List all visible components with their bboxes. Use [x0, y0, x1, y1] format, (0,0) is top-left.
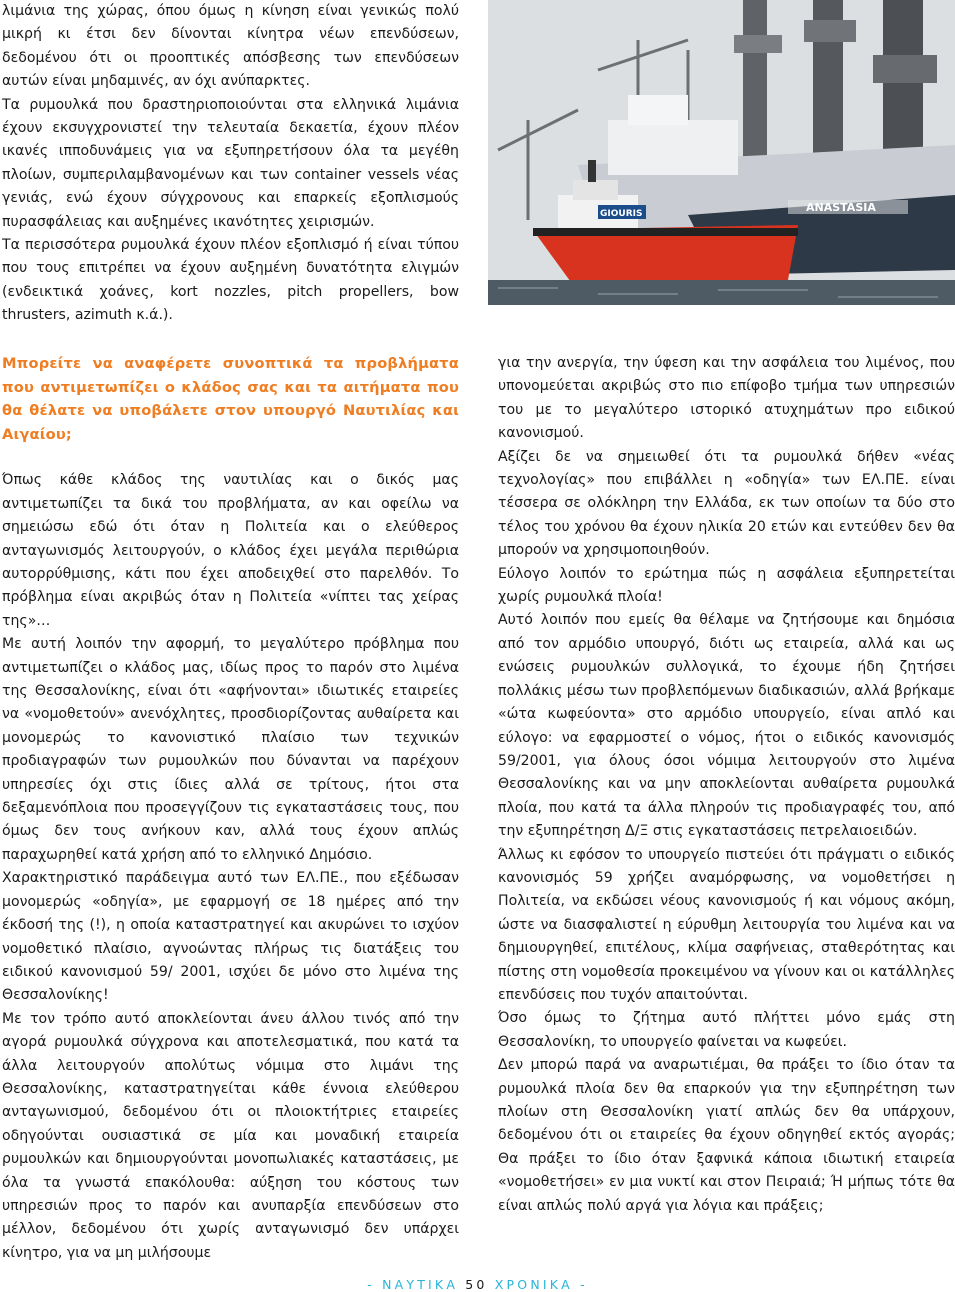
article-intro	[2, 0, 459, 328]
page-number: 50	[465, 1277, 488, 1292]
paragraph: Όσο όμως το ζήτημα αυτό πλήττει μόνο εμάς στη Θεσσαλονίκη, το υπουργείο φαίνεται να κωφεύει.	[498, 1010, 955, 1050]
interview-question: Μπορείτε να αναφέρετε συνοπτικά τα προβλήματα που αντιμετωπίζει ο κλάδος σας και τα αιτήματα που θα θέλατε να υποβάλετε στον υπουργό Ναυτιλίας και Αιγαίου;	[2, 355, 459, 443]
paragraph: Εύλογο λοιπόν το ερώτημα πώς η ασφάλεια εξυπηρετείται χωρίς ρυμουλκά πλοία!	[498, 565, 955, 606]
harbor-photo	[488, 0, 955, 305]
article-left-column	[2, 352, 459, 1265]
paragraph: Τα περισσότερα ρυμουλκά έχουν πλέον εξοπλισμό ή είναι τύπου που τους επιτρέπει να έχουν αυξημένη δυνατότητα ελιγμών (ενδεικτικά χοάνες, kort nozzles, pitch propellers, bow thrusters, azimuth κ.ά.).	[2, 237, 459, 324]
paragraph: Με τον τρόπο αυτό αποκλείονται άνευ άλλου τινός από την αγορά ρυμουλκά σύγχρονα και αποτελεσματικά, που κατά τα άλλα λειτουργούν απολύτως νόμιμα στο λιμάνι της Θεσσαλονίκης, καταστρατηγείται κάθε έννοια ελεύθερου ανταγωνισμού, δεδομένου ότι οι πλοιοκτήτριες εταιρείες οδηγούνται ουσιαστικά σε μία και μοναδική εταιρεία ρυμουλκών και δημιουργούνται μονοπωλιακές καταστάσεις, με όλα τα γνωστά επακόλουθα: αύξηση του κόστους των υπηρεσιών προς το παρόν και ανυπαρξία επενδύσεων στο μέλλον, δεδομένου ότι χωρίς ανταγωνισμό δεν υπάρχει κίνητρο, για να μη μιλήσουμε	[2, 1010, 459, 1261]
paragraph: Χαρακτηριστικό παράδειγμα αυτό των ΕΛ.ΠΕ., που εξέδωσαν μονομερώς «οδηγία», με εφαρμογή σε 18 ημέρες από την έκδοσή της (!), η οποία καταστρατηγεί και ακυρώνει το ισχύον νομοθετικό πλαίσιο, αγνοώντας πλήρως τις διατάξεις του ειδικού κανονισμού 59/ 2001, ισχύει δε μόνο στο λιμένα της Θεσσαλονίκης!	[2, 870, 459, 1004]
paragraph: Αυτό λοιπόν που εμείς θα θέλαμε να ζητήσουμε και δημόσια από τον αρμόδιο υπουργό, διότι ως εταιρεία, αλλά και ως ενώσεις ρυμουλκών συλλογικά, το έχουμε ήδη ζητήσει πολλάκις μέσω των προβλεπόμενων διαδικασιών, αλλά βρήκαμε «ώτα κωφεύοντα» στο αρμόδιο υπουργείο, είναι απλό και εύλογο: να εφαρμοστεί ο νόμος, ήτοι ο ειδικός κανονισμός 59/2001, για όλους όσοι νόμιμα λειτουργούν στο λιμένα Θεσσαλονίκης και να μην αποκλείονται αυθαίρετα ρυμουλκά πλοία, που κατά τα άλλα πληρούν τις προδιαγραφές του, από την εξυπηρέτηση Δ/Ξ στις εγκαταστάσεις πετρελαιοειδών.	[498, 612, 955, 840]
paragraph: Όπως κάθε κλάδος της ναυτιλίας και ο δικός μας αντιμετωπίζει τα δικά του προβλήματα, αν και οφείλω να σημειώσω εδώ ότι όταν η Πολιτεία και ο ελεύθερος ανταγωνισμός λειτουργούν, ο κλάδος έχει μεγάλα περιθώρια αυτορρύθμισης, κάτι που έχει αποδειχθεί στο παρελθόν. Το πρόβλημα είναι ακριβώς όταν η Πολιτεία «νίπτει τας χείρας της»…	[2, 472, 459, 629]
tug-name: GIOURIS	[600, 209, 643, 219]
footer-right: ΧΡΟΝΙΚΑ -	[494, 1277, 588, 1292]
paragraph: Τα ρυμουλκά που δραστηριοποιούνται στα ελληνικά λιμάνια έχουν εκσυγχρονιστεί την τελευταία δεκαετία, έχουν πλέον ικανές ιπποδυνάμεις για να εξυπηρετήσουν όλα τα μεγέθη πλοίων, συμπεριλαμβανομένων και των container vessels νέας γενιάς, ενώ έχουν σύγχρονους και επαρκείς εξοπλισμούς πυρασφάλειας και αυξημένες ικανότητες χειρισμών.	[2, 96, 459, 230]
paragraph: Δεν μπορώ παρά να αναρωτιέμαι, θα πράξει το ίδιο όταν τα ρυμουλκά πλοία δεν θα επαρκούν για την εξυπηρέτηση των πλοίων στη Θεσσαλονίκη γιατί απλώς δεν θα υπάρχουν, δεδομένου ότι οι εταιρείες θα έχουν οδηγηθεί εκτός αγοράς; Θα πράξει το ίδιο όταν ξαφνικά κάποια ιδιωτική εταιρεία «νομοθετήσει» εν μια νυκτί και στον Πειραιά; Ή μήπως τότε θα είναι απλώς πολύ αργά για λόγια και πράξεις;	[498, 1057, 955, 1214]
paragraph: Με αυτή λοιπόν την αφορμή, το μεγαλύτερο πρόβλημα που αντιμετωπίζει ο κλάδος μας, ιδίως προς το παρόν στο λιμένα της Θεσσαλονίκης, είναι ότι «αφήνονται» ιδιωτικές εταιρείες να «νομοθετούν» ανενόχλητες, προσδιορίζοντας αυθαίρετα και μονομερώς το κανονιστικό πλαίσιο των τεχνικών προδιαγραφών των ρυμουλκών που δύνανται να παρέχουν υπηρεσίες όχι στις ίδιες αλλά σε τρίτους, ήτοι στα δεξαμενόπλοια που προσεγγίζουν τις εγκαταστάσεις τους, που όμως δεν τους ανήκουν καν, αλλά τους έχουν απλώς παραχωρηθεί κατά χρήση από το ελληνικό Δημόσιο.	[2, 636, 459, 863]
article-right-column	[498, 352, 955, 1218]
ship-name: ANASTASIA	[806, 201, 876, 214]
paragraph: για την ανεργία, την ύφεση και την ασφάλεια του λιμένος, που υπονομεύεται ακριβώς στο πιο επίφοβο τμήμα των υπηρεσιών του με το μεγαλύτερο ιστορικό ατυχημάτων προ ειδικού κανονισμού.	[498, 355, 955, 442]
paragraph: λιμάνια της χώρας, όπου όμως η κίνηση είναι γενικώς πολύ μικρή κι έτσι δεν δίνονται κίνητρα νέων επενδύσεων, δεδομένου ότι οι προοπτικές απόσβεσης των επενδύσεων αυτών είναι μηδαμινές, αν όχι ανύπαρκτες.	[2, 3, 459, 90]
paragraph: Άλλως κι εφόσον το υπουργείο πιστεύει ότι πράγματι ο ειδικός κανονισμός 59 χρήζει αναμόρφωσης, να νομοθετήσει η Πολιτεία, να εκδώσει νέους κανονισμούς ή και νόμους ακόμη, ώστε να διασφαλιστεί η εύρυθμη λειτουργία του λιμένα και να δημιουργηθεί, επιτέλους, κλίμα σαφήνειας, σταθερότητας και πίστης στη νομοθεσία προκειμένου να γίνουν και οι κατάλληλες επενδύσεις που τυχόν απαιτούνται.	[498, 846, 955, 1003]
footer-left: - ΝΑΥΤΙΚΑ	[367, 1277, 459, 1292]
page-footer	[0, 1277, 955, 1292]
paragraph: Αξίζει δε να σημειωθεί ότι τα ρυμουλκά δήθεν «νέας τεχνολογίας» που επιβάλλει η «οδηγία» των ΕΛ.ΠΕ. είναι τέσσερα σε ολόκληρη την Ελλάδα, εκ των οποίων τα δύο στο τέλος του χρόνου θα έχουν ηλικία 20 ετών και εντεύθεν δεν θα μπορούν να χρησιμοποιηθούν.	[498, 448, 955, 559]
